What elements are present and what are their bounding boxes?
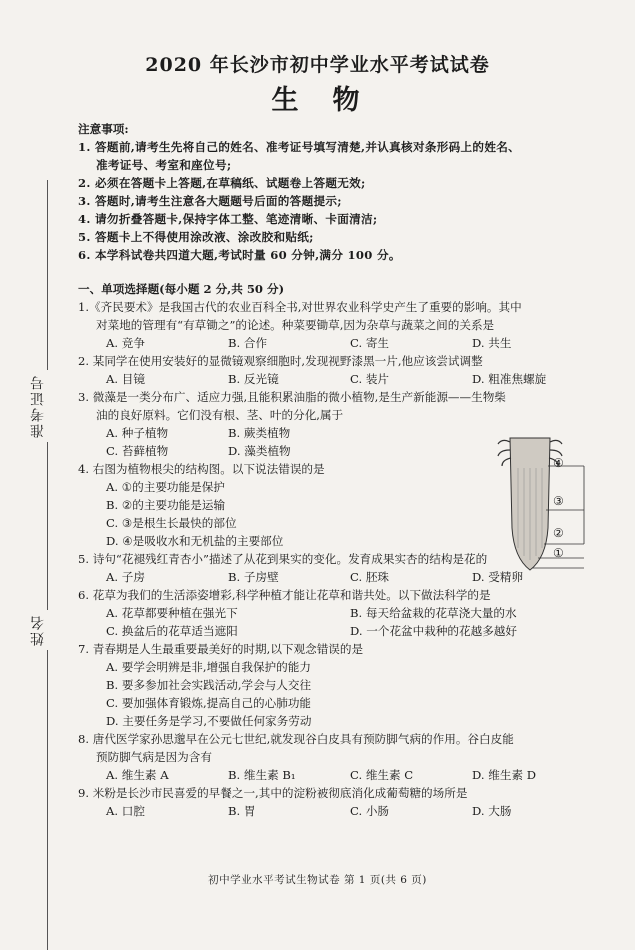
option-a: A. 要学会明辨是非,增强自我保护的能力 <box>106 660 311 674</box>
option-b: B. 反光镜 <box>228 372 279 386</box>
option-d: D. 粗准焦螺旋 <box>472 372 547 386</box>
option-b: B. 胃 <box>228 804 256 818</box>
question-6 <box>78 586 593 640</box>
option-d: D. 维生素 D <box>472 768 537 782</box>
figure-label-1: ① <box>553 546 564 560</box>
question-9 <box>78 784 593 820</box>
question-text: 1.《齐民要术》是我国古代的农业百科全书,对世界农业科学史产生了重要的影响。其中 <box>78 300 522 314</box>
question-text: 2. 某同学在使用安装好的显微镜观察细胞时,发现视野漆黑一片,他应该尝试调整 <box>78 354 483 368</box>
option-a: A. 种子植物 <box>106 426 169 440</box>
options <box>78 802 593 820</box>
option-d: D. 一个花盆中栽种的花越多越好 <box>350 624 517 638</box>
side-label-candidate-no: 准考证号 <box>28 370 48 442</box>
notice-item: 3. 答题时,请考生注意各大题题号后面的答题提示; <box>78 194 342 208</box>
question-text: 3. 微藻是一类分布广、适应力强,且能积累油脂的微小植物,是生产新能源——生物柴 <box>78 390 506 404</box>
page-footer: 初中学业水平考试生物试卷 第 1 页(共 6 页) <box>208 874 427 886</box>
notice-item: 6. 本学科试卷共四道大题,考试时量 60 分钟,满分 100 分。 <box>78 248 401 262</box>
options <box>78 370 593 388</box>
option-a: A. 子房 <box>106 570 145 584</box>
option-d: D. 主要任务是学习,不要做任何家务劳动 <box>106 714 312 728</box>
question-text: 4. 右图为植物根尖的结构图。以下说法错误的是 <box>78 462 325 476</box>
exam-title: 2020 年长沙市初中学业水平考试试卷 <box>145 54 490 76</box>
option-a: A. 竞争 <box>106 336 145 350</box>
section-heading: 一、单项选择题(每小题 2 分,共 50 分) <box>78 282 285 296</box>
option-c: C. 要加强体育锻炼,提高自己的心肺功能 <box>106 696 312 710</box>
question-7 <box>78 640 593 730</box>
question-text: 8. 唐代医学家孙思邈早在公元七世纪,就发现谷白皮具有预防脚气病的作用。谷白皮能 <box>78 732 514 746</box>
root-tip-figure <box>488 428 588 578</box>
option-d: D. 受精卵 <box>472 570 524 584</box>
options <box>78 766 593 784</box>
question-text: 油的良好原料。它们没有根、茎、叶的分化,属于 <box>96 408 344 422</box>
option-a: A. 目镜 <box>106 372 145 386</box>
question-1 <box>78 298 593 352</box>
option-d: D. ④是吸收水和无机盐的主要部位 <box>106 534 284 548</box>
option-b: B. 每天给盆栽的花草浇大量的水 <box>350 606 517 620</box>
notice-item: 2. 必须在答题卡上答题,在草稿纸、试题卷上答题无效; <box>78 176 366 190</box>
notice-item: 1. 答题前,请考生先将自己的姓名、准考证号填写清楚,并认真核对条形码上的姓名、 <box>78 140 520 154</box>
option-a: A. 维生素 A <box>106 768 169 782</box>
binding-line <box>47 180 48 950</box>
options <box>78 622 593 640</box>
subject-title: 生物 <box>271 85 394 116</box>
option-c: C. 小肠 <box>350 804 390 818</box>
option-b: B. ②的主要功能是运输 <box>106 498 226 512</box>
side-label-name: 姓名 <box>28 610 48 650</box>
notice-item: 5. 答题卡上不得使用涂改液、涂改胶和贴纸; <box>78 230 314 244</box>
option-c: C. 换盆后的花草适当遮阳 <box>106 624 238 638</box>
option-c: C. 维生素 C <box>350 768 414 782</box>
option-c: C. 胚珠 <box>350 570 390 584</box>
option-d: D. 藻类植物 <box>228 444 291 458</box>
option-b: B. 合作 <box>228 336 268 350</box>
option-c: C. 苔藓植物 <box>106 444 169 458</box>
option-c: C. ③是根生长最快的部位 <box>106 516 237 530</box>
notice-item: 准考证号、考室和座位号; <box>96 158 232 172</box>
figure-label-3: ③ <box>553 494 564 508</box>
option-b: B. 蕨类植物 <box>228 426 291 440</box>
option-b: B. 维生素 B₁ <box>228 768 296 782</box>
notice-heading: 注意事项: <box>78 122 129 136</box>
option-d: D. 大肠 <box>472 804 512 818</box>
figure-label-2: ② <box>553 526 564 540</box>
question-8 <box>78 730 593 784</box>
question-text: 5. 诗句“花褪残红青杏小”描述了从花到果实的变化。发育成果实杏的结构是花的 <box>78 552 488 566</box>
option-b: B. 子房壁 <box>228 570 279 584</box>
question-text: 6. 花草为我们的生活添姿增彩,科学种植才能让花草和谐共处。以下做法科学的是 <box>78 588 491 602</box>
option-a: A. 口腔 <box>106 804 145 818</box>
option-b: B. 要多参加社会实践活动,学会与人交往 <box>106 678 312 692</box>
question-text: 7. 青春期是人生最重要最美好的时期,以下观念错误的是 <box>78 642 364 656</box>
options <box>78 334 593 352</box>
options <box>78 604 593 622</box>
option-a: A. ①的主要功能是保护 <box>106 480 225 494</box>
option-c: C. 装片 <box>350 372 390 386</box>
option-d: D. 共生 <box>472 336 512 350</box>
question-text: 预防脚气病是因为含有 <box>96 750 212 764</box>
question-2 <box>78 352 593 388</box>
question-text: 9. 米粉是长沙市民喜爱的早餐之一,其中的淀粉被彻底消化成葡萄糖的场所是 <box>78 786 468 800</box>
notice-item: 4. 请勿折叠答题卡,保持字体工整、笔迹清晰、卡面清洁; <box>78 212 378 226</box>
question-text: 对菜地的管理有“有草锄之”的论述。种菜要锄草,因为杂草与蔬菜之间的关系是 <box>96 318 495 332</box>
option-c: C. 寄生 <box>350 336 390 350</box>
option-a: A. 花草都要种植在强光下 <box>106 606 238 620</box>
figure-label-4: ④ <box>553 456 564 470</box>
